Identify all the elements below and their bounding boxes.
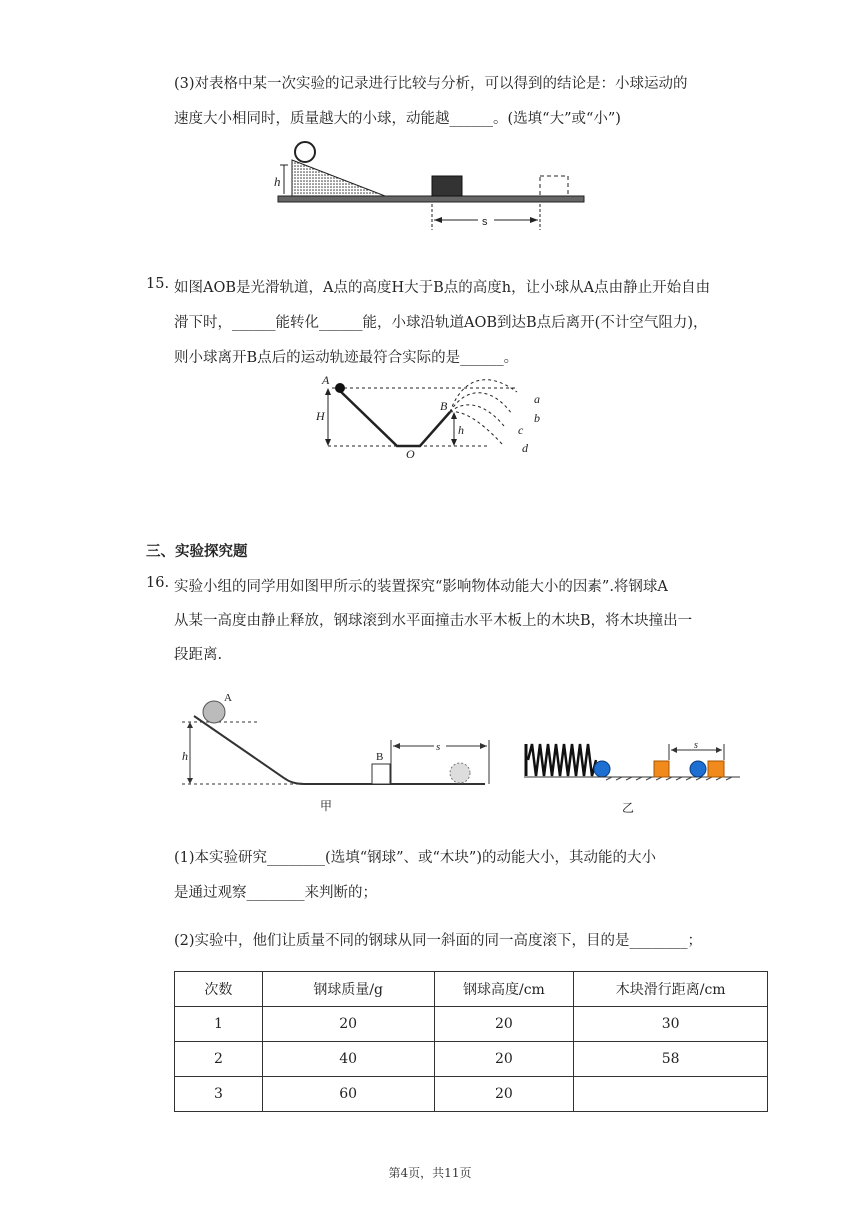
q14-figure: [270, 138, 590, 236]
orange-block-start: [654, 761, 669, 777]
section-title: 三、实验探究题: [146, 544, 248, 560]
track-surface: [278, 196, 584, 202]
table-row: [175, 1007, 768, 1042]
caption-jia: 甲: [320, 799, 333, 813]
height-label: h: [274, 174, 281, 189]
orange-block-end: [708, 761, 724, 777]
ball-final: [450, 763, 470, 783]
table-cell: 58: [574, 1042, 768, 1077]
q14-part3-line2: 速度大小相同时，质量越大的小球，动能越______。(选填“大”或“小”): [174, 111, 621, 127]
q16-number: 16.: [146, 575, 170, 591]
track-AOB: [337, 388, 450, 446]
q16-line2: 从某一高度由静止释放，钢球滚到水平面撞击水平木板上的木块B，将木块撞出一: [174, 613, 693, 629]
label-s: s: [694, 740, 698, 751]
table-row: [175, 1042, 768, 1077]
table-cell: 20: [262, 1007, 434, 1042]
experiment-table: [174, 971, 768, 1112]
label-h: h: [458, 423, 464, 437]
ball: [295, 142, 315, 162]
incline-ramp: [292, 160, 385, 196]
header-height: 钢球高度/cm: [434, 972, 574, 1007]
q16-line3: 段距离.: [174, 647, 223, 663]
label-B: B: [440, 399, 448, 413]
table-cell: 20: [434, 1007, 574, 1042]
label-O: O: [406, 447, 415, 461]
q16-part2: (2)实验中，他们让质量不同的钢球从同一斜面的同一高度滚下，目的是________；: [174, 933, 703, 949]
label-A: A: [322, 373, 330, 387]
ball-at-A: [335, 383, 345, 393]
q15-line1: 如图AOB是光滑轨道，A点的高度H大于B点的高度h，让小球从A点由静止开始自由: [174, 280, 711, 296]
q16-line1: 实验小组的同学用如图甲所示的装置探究“影响物体动能大小的因素”.将钢球A: [174, 579, 668, 595]
table-cell: 20: [434, 1077, 574, 1112]
label-a: a: [534, 392, 540, 406]
trajectory-b: [450, 393, 512, 414]
label-c: c: [518, 423, 524, 437]
table-header-row: [175, 972, 768, 1007]
q15-figure: [312, 370, 552, 462]
q14-part3-line1: (3)对表格中某一次实验的记录进行比较与分析，可以得到的结论是：小球运动的: [174, 76, 688, 92]
table-cell: 3: [175, 1077, 263, 1112]
wooden-block: [432, 176, 462, 196]
label-d: d: [522, 441, 528, 455]
label-H: H: [316, 409, 325, 423]
page-footer: 第4页，共11页: [388, 1166, 472, 1180]
label-A: A: [224, 692, 232, 704]
table-cell: 2: [175, 1042, 263, 1077]
label-s: s: [436, 741, 441, 753]
figure-yi: [522, 738, 747, 818]
q16-part1-line1: (1)本实验研究________(选填“钢球”、或“木块”)的动能大小，其动能的大小: [174, 850, 657, 866]
q16-part1-line2: 是通过观察________来判断的；: [174, 885, 377, 901]
header-distance: 木块滑行距离/cm: [574, 972, 768, 1007]
q15-line2: 滑下时，______能转化______能，小球沿轨道AOB到达B点后离开(不计空气阻力)，: [174, 315, 708, 331]
block-final-position: [540, 176, 568, 196]
header-trial: 次数: [175, 972, 263, 1007]
label-b: b: [534, 411, 540, 425]
q15-number: 15.: [146, 276, 170, 292]
steel-ball-A: [203, 701, 225, 723]
table-cell: 40: [262, 1042, 434, 1077]
wooden-block-B: [372, 764, 390, 784]
q15-line3: 则小球离开B点后的运动轨迹最符合实际的是______。: [174, 350, 519, 366]
table-cell: [574, 1077, 768, 1112]
table-cell: 1: [175, 1007, 263, 1042]
table-cell: 30: [574, 1007, 768, 1042]
label-B: B: [376, 751, 384, 763]
table-row: [175, 1077, 768, 1112]
figure-jia: [180, 688, 495, 813]
blue-ball-start: [594, 761, 610, 777]
spring: [528, 744, 596, 776]
caption-yi: 乙: [622, 801, 635, 815]
distance-label: s: [482, 216, 488, 228]
table-cell: 60: [262, 1077, 434, 1112]
label-h: h: [182, 749, 188, 763]
header-mass: 钢球质量/g: [262, 972, 434, 1007]
table-cell: 20: [434, 1042, 574, 1077]
blue-ball-end: [690, 761, 706, 777]
